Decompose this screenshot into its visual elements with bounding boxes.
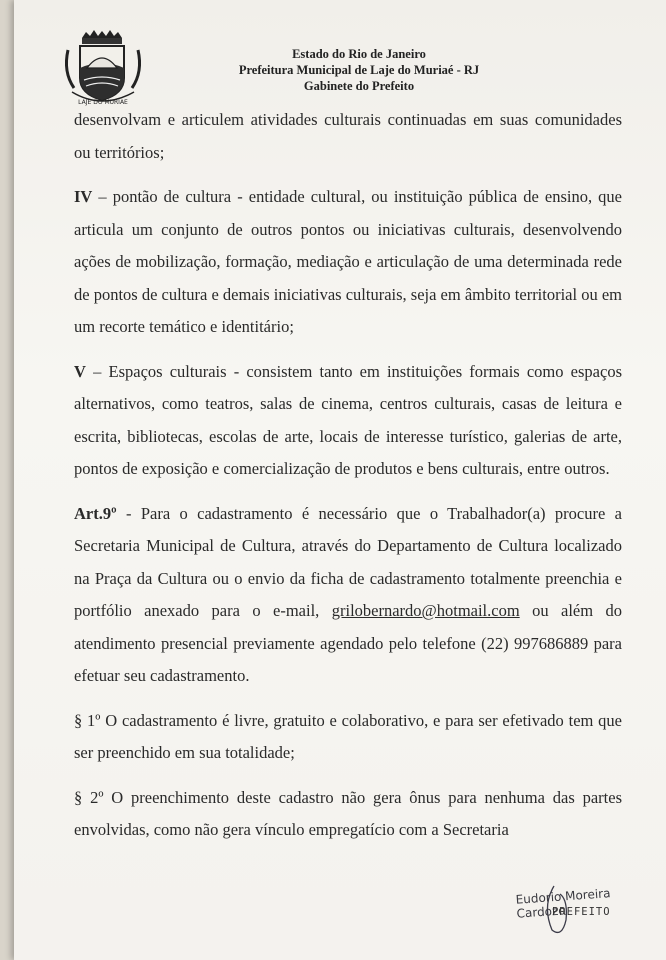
paragraph-section-2: § 2º O preenchimento deste cadastro não gera ônus para nenhuma das partes envolvidas, como não gera vínculo empregatício com a Secretaria bbox=[74, 787, 622, 839]
letterhead bbox=[194, 46, 524, 94]
signature-stamp bbox=[502, 880, 652, 940]
signature-title: PREFEITO bbox=[552, 906, 611, 918]
signature-name: Eudorio Moreira Cardozo bbox=[515, 886, 611, 921]
item-label: IV bbox=[74, 187, 93, 206]
header-office: Gabinete do Prefeito bbox=[303, 79, 415, 93]
header-prefecture: Prefeitura Municipal de Laje do Muriaé - RJ bbox=[238, 63, 480, 77]
paragraph-item-iv: IV – pontão de cultura - entidade cultural, ou instituição pública de ensino, que articula um conjunto de outros pontos ou iniciativas culturais, desenvolvendo ações de mobilização, formação, mediação e articulação de uma determinada rede de pontos de cultura e demais iniciativas culturais, seja em âmbito territorial ou em um recorte temático e identitário; bbox=[74, 187, 622, 336]
item-label: V bbox=[74, 361, 86, 381]
svg-text:LAJE DO MURIAE: LAJE DO MURIAE bbox=[78, 99, 128, 106]
paragraph-art-9: Art.9º - Para o cadastramento é necessário que o Trabalhador(a) procure a Secretaria Municipal de Cultura, através do Departamento de Cultura localizado na Praça da Cultura ou o envio da ficha de cadastramento totalmente preenchia e portfólio anexado para o e-mail, grilobernardo@hotmail.com ou além do atendimento presencial previamente agendado pelo telefone (22) 997686889 para efetuar seu cadastramento. bbox=[74, 503, 622, 685]
section-label: § 1º bbox=[74, 710, 101, 730]
document-body bbox=[74, 104, 622, 847]
paragraph-item-v: V – Espaços culturais - consistem tanto em instituições formais como espaços alternativos, como teatros, salas de cinema, centros culturais, casas de leitura e escrita, bibliotecas, escolas de arte, locais de interesse turístico, galerias de arte, pontos de exposição e comercialização de produtos e bens culturais, entre outros. bbox=[74, 361, 622, 478]
article-label: Art.9º bbox=[74, 503, 117, 523]
municipal-seal-logo bbox=[60, 28, 146, 108]
header-state: Estado do Rio de Janeiro bbox=[292, 47, 426, 61]
paragraph-continuation: desenvolvam e articulem atividades culturais continuadas em suas comunidades ou territórios; bbox=[74, 110, 622, 162]
paragraph-section-1: § 1º O cadastramento é livre, gratuito e colaborativo, e para ser efetivado tem que ser preenchido em sua totalidade; bbox=[74, 710, 622, 762]
email-link[interactable]: grilobernardo@hotmail.com bbox=[331, 601, 520, 620]
document-page bbox=[14, 0, 666, 960]
section-label: § 2º bbox=[74, 787, 104, 807]
